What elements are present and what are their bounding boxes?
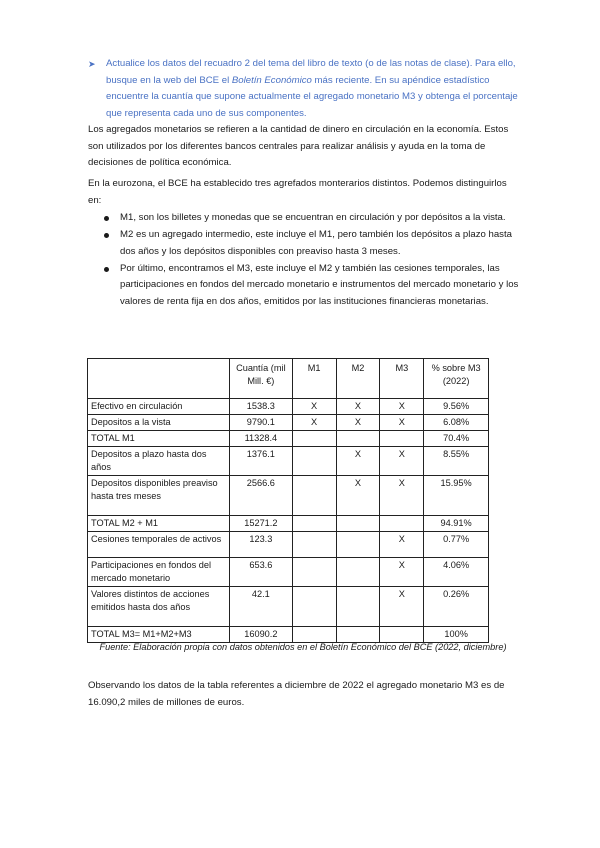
list-item-text: M2 es un agregado intermedio, este incluye el M1, pero también los depósitos a plazo hasta dos años y los depósitos disponibles con preaviso hasta 3 meses. — [120, 229, 512, 257]
table-cell-m3: X — [380, 532, 424, 558]
table-cell-amount: 123.3 — [230, 532, 293, 558]
table-cell-m3: X — [380, 415, 424, 431]
table-cell-percent: 6.08% — [424, 415, 489, 431]
table-cell-label: TOTAL M3= M1+M2+M3 — [88, 627, 230, 643]
table-cell-label: Depositos a plazo hasta dos años — [88, 447, 230, 476]
table-cell-label: Depositos a la vista — [88, 415, 230, 431]
arrow-bullet-icon: ➤ — [88, 59, 96, 69]
list-item-text: M1, son los billetes y monedas que se encuentran en circulación y por depósitos a la vista. — [120, 212, 506, 223]
table-cell-percent: 0.26% — [424, 587, 489, 627]
table-cell-label: TOTAL M2 + M1 — [88, 516, 230, 532]
list-item-m3 — [88, 261, 520, 311]
bullet-dot-icon — [104, 233, 109, 238]
monetary-aggregates-table — [87, 358, 489, 643]
paragraph-eurozone: En la eurozona, el BCE ha establecido tres agrefados monterarios distintos. Podemos distinguirlos en: — [88, 178, 507, 206]
table-cell-percent: 8.55% — [424, 447, 489, 476]
table-cell-m3: X — [380, 399, 424, 415]
table-header-row — [88, 359, 489, 399]
table-row — [88, 516, 489, 532]
table-cell-m2 — [336, 516, 380, 532]
table-cell-m2: X — [336, 447, 380, 476]
table-cell-label: TOTAL M1 — [88, 431, 230, 447]
table-header-m3: M3 — [380, 359, 424, 399]
table-header-amount: Cuantía (mil Mill. €) — [230, 359, 293, 399]
paragraph-conclusion: Observando los datos de la tabla referentes a diciembre de 2022 el agregado monetario M3 es de 16.090,2 miles de millones de euros. — [88, 680, 505, 708]
table-cell-m1 — [292, 587, 336, 627]
table-cell-percent: 9.56% — [424, 399, 489, 415]
table-row — [88, 558, 489, 587]
table-cell-amount: 42.1 — [230, 587, 293, 627]
table-cell-m3: X — [380, 558, 424, 587]
table-cell-percent: 70.4% — [424, 431, 489, 447]
table-row — [88, 431, 489, 447]
bullet-dot-icon — [104, 216, 109, 221]
task-text-start: Actualice los datos del recuadro 2 del tema del libro de texto (o de las notas de clase). Para ello, busque en la web del BCE el — [106, 58, 516, 86]
list-item-text: Por último, encontramos el M3, este incluye el M2 y también las cesiones temporales, las participaciones en fondos del mercado monetario e instrumentos del mercado monetario y los valores de renta fija en dos años, emitidos por las instituciones financieras monetarias. — [120, 262, 519, 307]
table-cell-m1: X — [292, 415, 336, 431]
table-cell-amount: 1538.3 — [230, 399, 293, 415]
table-cell-amount: 15271.2 — [230, 516, 293, 532]
table-cell-percent: 0.77% — [424, 532, 489, 558]
table-cell-m1 — [292, 516, 336, 532]
list-item-m1 — [88, 210, 520, 227]
bullet-dot-icon — [104, 267, 109, 272]
table-row — [88, 399, 489, 415]
table-cell-m2: X — [336, 399, 380, 415]
table-cell-label: Valores distintos de acciones emitidos hasta dos años — [88, 587, 230, 627]
table-cell-amount: 653.6 — [230, 558, 293, 587]
table-cell-amount: 2566.6 — [230, 476, 293, 516]
table-cell-amount: 11328.4 — [230, 431, 293, 447]
table-cell-label: Depositos disponibles preaviso hasta tres meses — [88, 476, 230, 516]
table-row — [88, 447, 489, 476]
table-header-m2: M2 — [336, 359, 380, 399]
table-header-percent: % sobre M3 (2022) — [424, 359, 489, 399]
table-cell-m1: X — [292, 399, 336, 415]
table-cell-m2 — [336, 431, 380, 447]
table-cell-m1 — [292, 431, 336, 447]
table-caption: Fuente: Elaboración propia con datos obtenidos en el Boletín Económico del BCE (2022, diciembre) — [99, 642, 507, 652]
task-instruction — [88, 56, 526, 122]
table-cell-amount: 16090.2 — [230, 627, 293, 643]
table-cell-percent: 15.95% — [424, 476, 489, 516]
table-cell-percent: 100% — [424, 627, 489, 643]
table-cell-label: Participaciones en fondos del mercado monetario — [88, 558, 230, 587]
table-cell-m2: X — [336, 476, 380, 516]
table-cell-label: Efectivo en circulación — [88, 399, 230, 415]
table-cell-m1 — [292, 558, 336, 587]
table-cell-m1 — [292, 447, 336, 476]
table-cell-m3: X — [380, 476, 424, 516]
list-item-m2 — [88, 227, 520, 260]
paragraph-intro: Los agregados monetarios se refieren a la cantidad de dinero en circulación en la economía. Estos son utilizados por los diferentes bancos centrales para realizar análisis y ayuda en la toma de decisiones de política económica. — [88, 124, 509, 168]
task-text-italic: Boletín Económico — [231, 74, 312, 86]
table-cell-amount: 9790.1 — [230, 415, 293, 431]
table-cell-m3 — [380, 516, 424, 532]
table-cell-m3 — [380, 431, 424, 447]
aggregates-list — [88, 210, 520, 311]
table-cell-m2 — [336, 532, 380, 558]
table-cell-m3: X — [380, 447, 424, 476]
table-cell-percent: 94.91% — [424, 516, 489, 532]
table-row — [88, 587, 489, 627]
table-header-label — [88, 359, 230, 399]
table-cell-m3: X — [380, 587, 424, 627]
table-row — [88, 476, 489, 516]
table-cell-percent: 4.06% — [424, 558, 489, 587]
table-cell-m2 — [336, 587, 380, 627]
table-cell-m2: X — [336, 415, 380, 431]
table-cell-amount: 1376.1 — [230, 447, 293, 476]
table-cell-m1 — [292, 532, 336, 558]
table-row — [88, 532, 489, 558]
table-cell-m1 — [292, 476, 336, 516]
table-header-m1: M1 — [292, 359, 336, 399]
table-cell-label: Cesiones temporales de activos — [88, 532, 230, 558]
task-text-end: más reciente. En su apéndice estadístico encuentre la cuantía que supone actualmente el agregado monetario M3 y obtenga el porcentaje que representa cada uno de sus componentes. — [106, 74, 518, 119]
table-row — [88, 415, 489, 431]
table-cell-m2 — [336, 558, 380, 587]
